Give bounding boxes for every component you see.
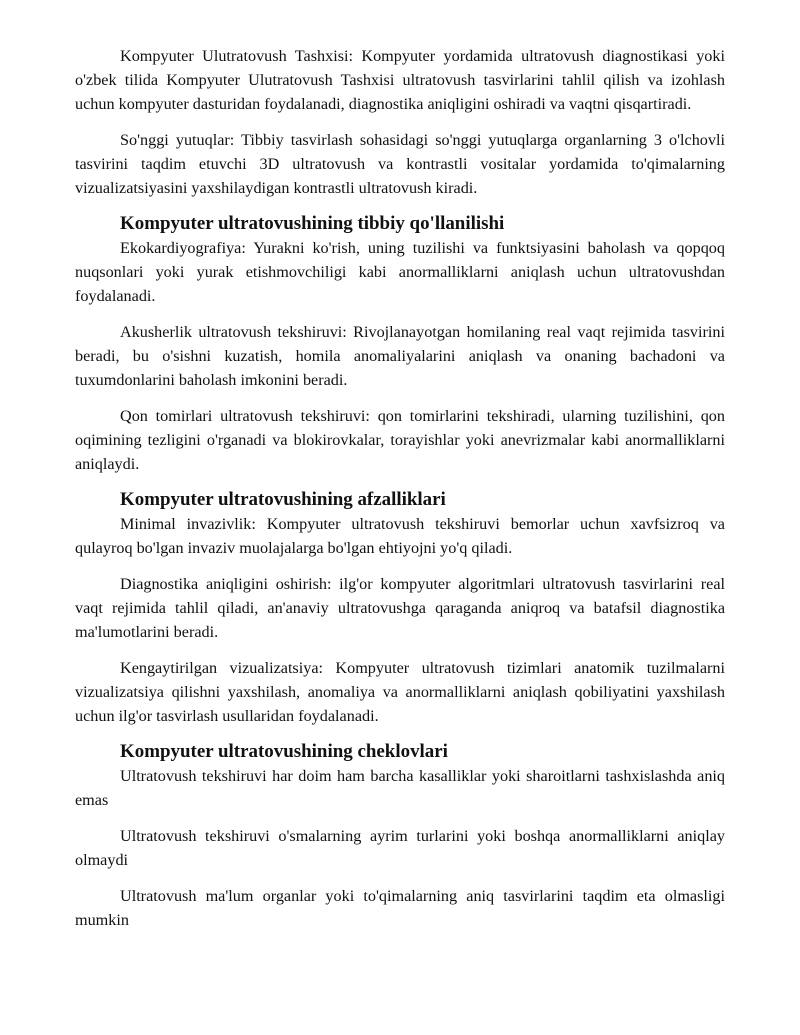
paragraph-enhanced-visualization: Kengaytirilgan vizualizatsiya: Kompyuter ultratovush tizimlari anatomik tuzilmalarni vizualizatsiya qilishni yaxshilash, anomaliya va anormalliklarni aniqlash qobiliyatini yaxshilash uchun ilg'or tasvirlash usullaridan foydalanadi. <box>75 659 725 725</box>
paragraph-intro-cad: Kompyuter Ulutratovush Tashxisi: Kompyuter yordamida ultratovush diagnostikasi yoki o'zbek tilida Kompyuter Ulutratovush Tashxisi ultratovush tasvirlarini tahlil qilish va izohlash uchun kompyuter dasturidan foydalanadi, diagnostika aniqligini oshiradi va vaqtni qisqartiradi. <box>75 47 725 113</box>
paragraph-recent-advances: So'nggi yutuqlar: Tibbiy tasvirlash sohasidagi so'nggi yutuqlarga organlarning 3 o'lchovli tasvirini taqdim etuvchi 3D ultratovush va kontrastli vositalar yordamida to'qimalarning vizualizatsiyasini yaxshilaydigan kontrastli ultratovush kiradi. <box>75 131 725 197</box>
paragraph-limitation-images: Ultratovush ma'lum organlar yoki to'qimalarning aniq tasvirlarini taqdim eta olmasligi mumkin <box>75 887 725 929</box>
paragraph-limitation-accuracy: Ultratovush tekshiruvi har doim ham barcha kasalliklar yoki sharoitlarni tashxislashda aniq emas <box>75 767 725 809</box>
paragraph-echocardiography: Ekokardiyografiya: Yurakni ko'rish, uning tuzilishi va funktsiyasini baholash va qopqoq nuqsonlari yoki yurak etishmovchiligi kabi anormalliklarni aniqlash uchun ultratovushdan foydalanadi. <box>75 239 725 305</box>
paragraph-diagnostic-accuracy: Diagnostika aniqligini oshirish: ilg'or kompyuter algoritmlari ultratovush tasvirlarini real vaqt rejimida tahlil qiladi, an'anaviy ultratovushga qaraganda aniqroq va batafsil diagnostika ma'lumotlarini beradi. <box>75 575 725 641</box>
paragraph-obstetric-ultrasound: Akusherlik ultratovush tekshiruvi: Rivojlanayotgan homilaning real vaqt rejimida tasvirini beradi, bu o'sishni kuzatish, homila anomaliyalarini aniqlash va onaning bachadoni va tuxumdonlarini baholash imkonini beradi. <box>75 323 725 389</box>
document-page <box>75 44 725 932</box>
section-heading-applications: Kompyuter ultratovushining tibbiy qo'llanilishi <box>120 213 505 234</box>
paragraph-vascular-ultrasound: Qon tomirlari ultratovush tekshiruvi: qon tomirlarini tekshiradi, ularning tuzilishini, qon oqimining tezligini o'rganadi va blokirovkalar, torayishlar yoki anevrizmalar kabi anormalliklarni aniqlaydi. <box>75 407 725 473</box>
section-heading-advantages: Kompyuter ultratovushining afzalliklari <box>120 489 446 510</box>
paragraph-limitation-tumors: Ultratovush tekshiruvi o'smalarning ayrim turlarini yoki boshqa anormalliklarni aniqlay olmaydi <box>75 827 725 869</box>
paragraph-minimal-invasiveness: Minimal invazivlik: Kompyuter ultratovush tekshiruvi bemorlar uchun xavfsizroq va qulayroq bo'lgan invaziv muolajalarga bo'lgan ehtiyojni yo'q qiladi. <box>75 515 725 557</box>
section-heading-limitations: Kompyuter ultratovushining cheklovlari <box>120 741 448 762</box>
